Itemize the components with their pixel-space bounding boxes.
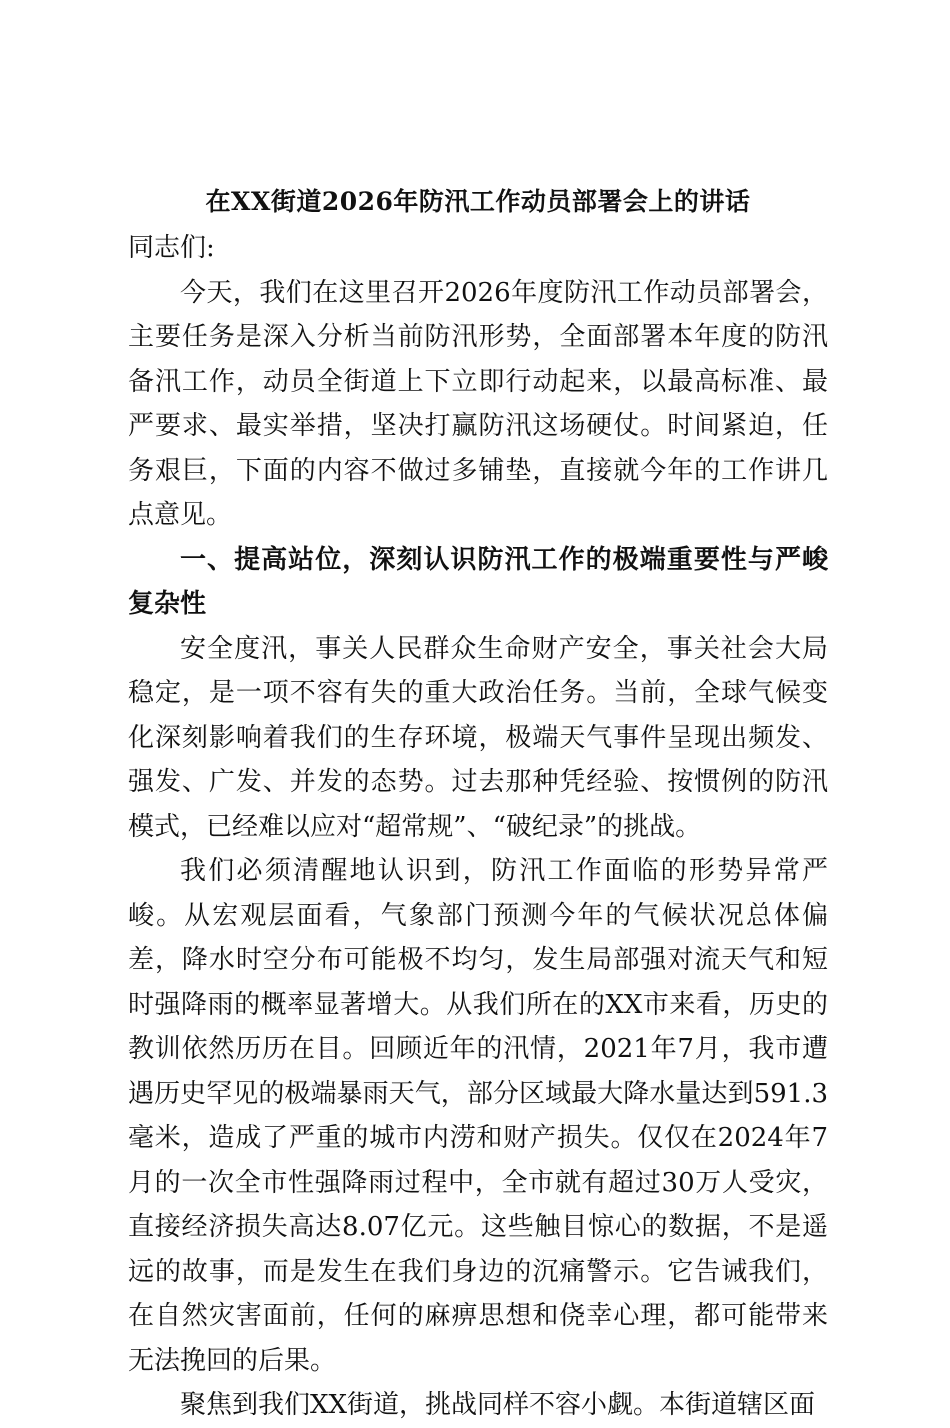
- paragraph-situation: 安全度汛，事关人民群众生命财产安全，事关社会大局稳定，是一项不容有失的重大政治任务。当前，全球气候变化深刻影响着我们的生存环境，极端天气事件呈现出频发、强发、广发、并发的态势。过去那种凭经验、按惯例的防汛模式，已经难以应对“超常规”、“破纪录”的挑战。: [128, 633, 828, 842]
- section-heading-1: 一、提高站位，深刻认识防汛工作的极端重要性与严峻复杂性: [128, 544, 828, 619]
- paragraph-intro: 今天，我们在这里召开2026年度防汛工作动员部署会，主要任务是深入分析当前防汛形势，全面部署本年度的防汛备汛工作，动员全街道上下立即行动起来，以最高标准、最严要求、最实举措，坚决打赢防汛这场硬仗。时间紧迫，任务艰巨，下面的内容不做过多铺垫，直接就今年的工作讲几点意见。: [128, 277, 828, 530]
- salutation: 同志们:: [128, 233, 215, 263]
- document-body: [128, 226, 828, 1428]
- paragraph-street-challenge: 聚焦到我们XX街道，挑战同样不容小觑。本街道辖区面: [180, 1390, 816, 1420]
- paragraph-severity: 我们必须清醒地认识到，防汛工作面临的形势异常严峻。从宏观层面看，气象部门预测今年的气候状况总体偏差，降水时空分布可能极不均匀，发生局部强对流天气和短时强降雨的概率显著增大。从我们所在的XX市来看，历史的教训依然历历在目。回顾近年的汛情，2021年7月，我市遭遇历史罕见的极端暴雨天气，部分区域最大降水量达到591.3毫米，造成了严重的城市内涝和财产损失。仅仅在2024年7月的一次全市性强降雨过程中，全市就有超过30万人受灾，直接经济损失高达8.07亿元。这些触目惊心的数据，不是遥远的故事，而是发生在我们身边的沉痛警示。它告诫我们，在自然灾害面前，任何的麻痹思想和侥幸心理，都可能带来无法挽回的后果。: [128, 856, 828, 1376]
- document-title: 在XX街道2026年防汛工作动员部署会上的讲话: [205, 187, 751, 216]
